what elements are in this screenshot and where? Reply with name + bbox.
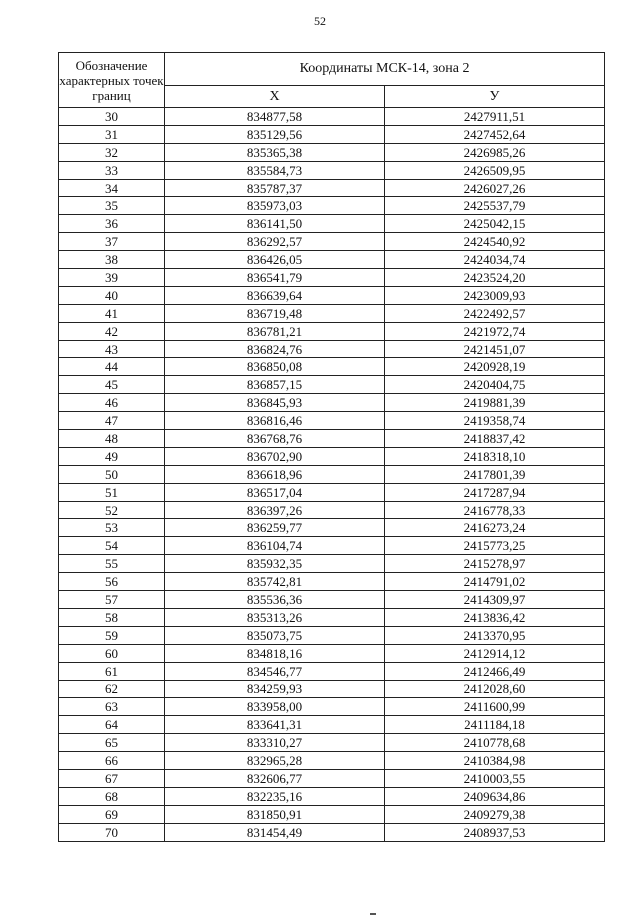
y-cell: 2415278,97: [385, 555, 605, 573]
table-body: [59, 108, 605, 842]
table-row: [59, 197, 605, 215]
y-cell: 2421972,74: [385, 322, 605, 340]
table-row: [59, 269, 605, 287]
y-cell: 2427911,51: [385, 108, 605, 126]
point-cell: 64: [59, 716, 165, 734]
point-cell: 58: [59, 608, 165, 626]
x-cell: 835932,35: [165, 555, 385, 573]
x-cell: 834259,93: [165, 680, 385, 698]
x-cell: 836618,96: [165, 465, 385, 483]
y-cell: 2413836,42: [385, 608, 605, 626]
y-cell: 2423009,93: [385, 286, 605, 304]
x-cell: 832965,28: [165, 752, 385, 770]
point-cell: 55: [59, 555, 165, 573]
y-cell: 2420928,19: [385, 358, 605, 376]
table-header: [59, 53, 605, 108]
x-cell: 836639,64: [165, 286, 385, 304]
y-cell: 2420404,75: [385, 376, 605, 394]
y-cell: 2424034,74: [385, 251, 605, 269]
table-row: [59, 555, 605, 573]
y-cell: 2412914,12: [385, 644, 605, 662]
table-row: [59, 286, 605, 304]
x-cell: 835742,81: [165, 573, 385, 591]
table-row: [59, 322, 605, 340]
x-cell: 836719,48: [165, 304, 385, 322]
y-cell: 2416778,33: [385, 501, 605, 519]
y-cell: 2426985,26: [385, 143, 605, 161]
point-cell: 46: [59, 394, 165, 412]
point-cell: 48: [59, 430, 165, 448]
y-cell: 2410778,68: [385, 734, 605, 752]
table-row: [59, 394, 605, 412]
point-cell: 41: [59, 304, 165, 322]
x-cell: 835313,26: [165, 608, 385, 626]
point-cell: 52: [59, 501, 165, 519]
y-cell: 2427452,64: [385, 125, 605, 143]
x-cell: 836845,93: [165, 394, 385, 412]
x-cell: 833641,31: [165, 716, 385, 734]
coordinates-header: Координаты МСК-14, зона 2: [165, 53, 605, 86]
y-cell: 2418318,10: [385, 447, 605, 465]
point-cell: 45: [59, 376, 165, 394]
table-row: [59, 698, 605, 716]
point-cell: 68: [59, 787, 165, 805]
x-cell: 836104,74: [165, 537, 385, 555]
y-cell: 2422492,57: [385, 304, 605, 322]
table-row: [59, 519, 605, 537]
table-row: [59, 591, 605, 609]
y-cell: 2413370,95: [385, 626, 605, 644]
y-cell: 2417801,39: [385, 465, 605, 483]
table-row: [59, 233, 605, 251]
y-cell: 2414791,02: [385, 573, 605, 591]
point-cell: 59: [59, 626, 165, 644]
table-row: [59, 537, 605, 555]
x-cell: 836292,57: [165, 233, 385, 251]
x-column-header: X: [165, 86, 385, 108]
x-cell: 836517,04: [165, 483, 385, 501]
x-cell: 836426,05: [165, 251, 385, 269]
x-cell: 832235,16: [165, 787, 385, 805]
y-cell: 2418837,42: [385, 430, 605, 448]
y-cell: 2412466,49: [385, 662, 605, 680]
x-cell: 834877,58: [165, 108, 385, 126]
point-cell: 56: [59, 573, 165, 591]
x-cell: 836259,77: [165, 519, 385, 537]
x-cell: 836816,46: [165, 412, 385, 430]
table-row: [59, 465, 605, 483]
x-cell: 832606,77: [165, 769, 385, 787]
y-cell: 2410003,55: [385, 769, 605, 787]
table-row: [59, 644, 605, 662]
x-cell: 836141,50: [165, 215, 385, 233]
y-cell: 2415773,25: [385, 537, 605, 555]
point-column-header: Обозначение характерных точек границ: [59, 53, 165, 108]
x-cell: 835787,37: [165, 179, 385, 197]
x-cell: 836768,76: [165, 430, 385, 448]
x-cell: 836397,26: [165, 501, 385, 519]
table-row: [59, 215, 605, 233]
point-cell: 49: [59, 447, 165, 465]
y-cell: 2416273,24: [385, 519, 605, 537]
point-cell: 51: [59, 483, 165, 501]
x-cell: 835536,36: [165, 591, 385, 609]
y-cell: 2419358,74: [385, 412, 605, 430]
table-row: [59, 161, 605, 179]
table-row: [59, 626, 605, 644]
point-cell: 31: [59, 125, 165, 143]
x-cell: 835073,75: [165, 626, 385, 644]
x-cell: 836850,08: [165, 358, 385, 376]
point-cell: 63: [59, 698, 165, 716]
x-cell: 836702,90: [165, 447, 385, 465]
point-cell: 65: [59, 734, 165, 752]
point-cell: 35: [59, 197, 165, 215]
table-row: [59, 769, 605, 787]
point-cell: 38: [59, 251, 165, 269]
point-cell: 44: [59, 358, 165, 376]
table-row: [59, 125, 605, 143]
x-cell: 836781,21: [165, 322, 385, 340]
table-row: [59, 251, 605, 269]
x-cell: 834818,16: [165, 644, 385, 662]
coordinates-table: [58, 52, 605, 842]
y-cell: 2423524,20: [385, 269, 605, 287]
y-cell: 2411600,99: [385, 698, 605, 716]
table-row: [59, 501, 605, 519]
y-cell: 2426027,26: [385, 179, 605, 197]
y-cell: 2419881,39: [385, 394, 605, 412]
point-cell: 61: [59, 662, 165, 680]
point-cell: 32: [59, 143, 165, 161]
x-cell: 833958,00: [165, 698, 385, 716]
x-cell: 833310,27: [165, 734, 385, 752]
x-cell: 836824,76: [165, 340, 385, 358]
x-cell: 835129,56: [165, 125, 385, 143]
point-cell: 43: [59, 340, 165, 358]
point-cell: 34: [59, 179, 165, 197]
y-cell: 2417287,94: [385, 483, 605, 501]
table-row: [59, 716, 605, 734]
x-cell: 835973,03: [165, 197, 385, 215]
point-cell: 33: [59, 161, 165, 179]
table-row: [59, 376, 605, 394]
point-cell: 42: [59, 322, 165, 340]
x-cell: 834546,77: [165, 662, 385, 680]
point-cell: 53: [59, 519, 165, 537]
y-cell: 2409279,38: [385, 805, 605, 823]
x-cell: 831454,49: [165, 823, 385, 841]
table-row: [59, 340, 605, 358]
table-row: [59, 823, 605, 841]
table-row: [59, 483, 605, 501]
y-cell: 2408937,53: [385, 823, 605, 841]
scan-mark: [370, 913, 376, 915]
y-cell: 2410384,98: [385, 752, 605, 770]
point-cell: 40: [59, 286, 165, 304]
table-row: [59, 447, 605, 465]
y-cell: 2414309,97: [385, 591, 605, 609]
table-row: [59, 358, 605, 376]
page-number: 52: [314, 14, 326, 28]
point-cell: 50: [59, 465, 165, 483]
x-cell: 831850,91: [165, 805, 385, 823]
y-cell: 2421451,07: [385, 340, 605, 358]
table-row: [59, 304, 605, 322]
table-row: [59, 680, 605, 698]
point-cell: 67: [59, 769, 165, 787]
table-row: [59, 734, 605, 752]
y-cell: 2425042,15: [385, 215, 605, 233]
x-cell: 835365,38: [165, 143, 385, 161]
y-column-header: У: [385, 86, 605, 108]
x-cell: 835584,73: [165, 161, 385, 179]
table-row: [59, 787, 605, 805]
y-cell: 2411184,18: [385, 716, 605, 734]
table-row: [59, 412, 605, 430]
point-cell: 66: [59, 752, 165, 770]
table-row: [59, 662, 605, 680]
table-row: [59, 805, 605, 823]
table-row: [59, 143, 605, 161]
point-cell: 70: [59, 823, 165, 841]
point-cell: 62: [59, 680, 165, 698]
point-cell: 60: [59, 644, 165, 662]
point-cell: 57: [59, 591, 165, 609]
point-cell: 69: [59, 805, 165, 823]
y-cell: 2425537,79: [385, 197, 605, 215]
table-row: [59, 573, 605, 591]
table-row: [59, 179, 605, 197]
y-cell: 2424540,92: [385, 233, 605, 251]
point-cell: 39: [59, 269, 165, 287]
x-cell: 836857,15: [165, 376, 385, 394]
table-row: [59, 752, 605, 770]
point-cell: 36: [59, 215, 165, 233]
table-row: [59, 430, 605, 448]
point-cell: 37: [59, 233, 165, 251]
y-cell: 2426509,95: [385, 161, 605, 179]
point-cell: 30: [59, 108, 165, 126]
table-row: [59, 608, 605, 626]
point-cell: 54: [59, 537, 165, 555]
y-cell: 2409634,86: [385, 787, 605, 805]
point-cell: 47: [59, 412, 165, 430]
x-cell: 836541,79: [165, 269, 385, 287]
y-cell: 2412028,60: [385, 680, 605, 698]
table-row: [59, 108, 605, 126]
